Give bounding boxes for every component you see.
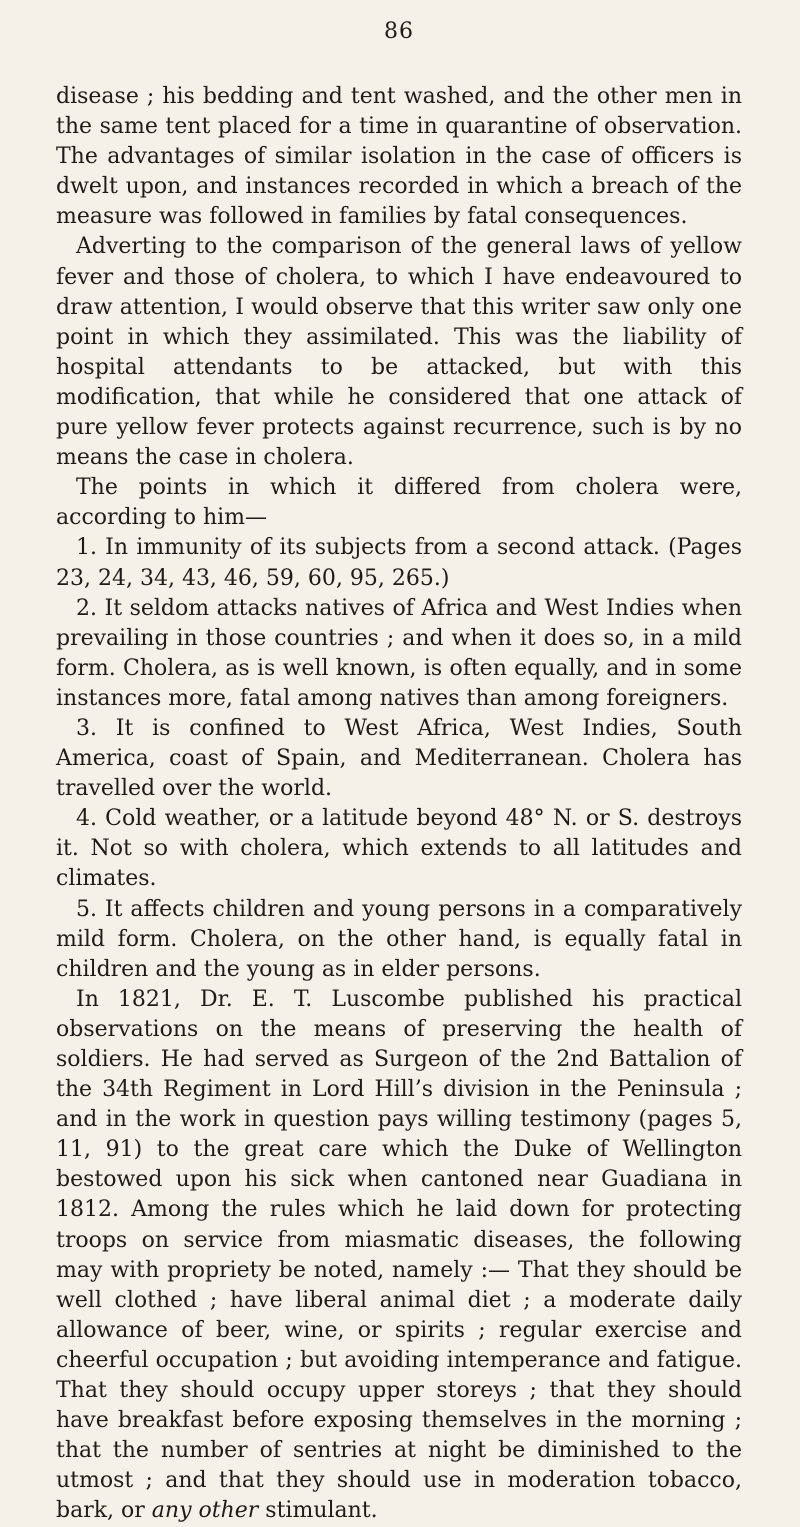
list-item-5: 5. It affects children and young persons in a comparatively mild form. Cholera, on the other hand, is equally fatal in children and the young as in elder persons. (56, 896, 742, 982)
paragraph-luscombe-tail: stimulant. (258, 1498, 378, 1524)
list-item-2: 2. It seldom attacks natives of Africa and West Indies when prevailing in those countries ; and when it does so, in a mild form. Cholera, as is well known, is often equally, and in some instances more, fatal among natives than among foreigners. (56, 595, 742, 711)
page-number: 86 (384, 19, 414, 44)
paragraph-points-intro: The points in which it differed from cholera were, according to him— (56, 475, 742, 531)
paragraph-luscombe (56, 985, 742, 1527)
emphasis-any-other: any other (151, 1498, 259, 1524)
list-item-3: 3. It is confined to West Africa, West Indies, South America, coast of Spain, and Mediterranean. Cholera has travelled over the world. (56, 715, 742, 802)
paragraph-comparison: Adverting to the comparison of the general laws of yellow fever and those of cholera, to which I have endeavoured to draw attention, I would observe that this writer saw only one point in which they assimilated. This was the liability of hospital attendants to be attacked, but with this modification, that while he considered that one attack of pure yellow fever protects against recurrence, such is by no means the case in cholera. (56, 234, 742, 471)
paragraph-continuation: disease ; his bedding and tent washed, and the other men in the same tent placed for a time in quarantine of observation. The advantages of similar isolation in the case of officers is dwelt upon, and instances recorded in which a breach of the measure was followed in families by fatal consequences. (56, 84, 742, 230)
paragraph-luscombe-text: In 1821, Dr. E. T. Luscombe published his practical observations on the means of preserving the health of soldiers. He had served as Surgeon of the 2nd Battalion of the 34th Regiment in Lord Hill’s division in the Peninsula ; and in the work in question pays willing testimony (pages 5, 11, 91) to the great care which the Duke of Wellington bestowed upon his sick when cantoned near Guadiana in 1812. Among the rules which he laid down for protecting troops on service from miasmatic diseases, the following may with propriety be noted, namely :— That they should be well clothed ; have liberal animal diet ; a moderate daily allowance of beer, wine, or spirits ; regular exercise and cheerful occupation ; but avoiding intemperance and fatigue. That they should occupy upper storeys ; that they should have breakfast before exposing themselves in the morning ; that the number of sentries at night be diminished to the utmost ; and that they should use in moderation tobacco, bark, or (56, 986, 742, 1524)
list-item-4: 4. Cold weather, or a latitude beyond 48° N. or S. destroys it. Not so with cholera, which extends to all latitudes and climates. (56, 806, 742, 892)
list-item-1: 1. In immunity of its subjects from a second attack. (Pages 23, 24, 34, 43, 46, 59, 60, 95, 265.) (56, 535, 742, 591)
body-text (56, 82, 742, 1527)
